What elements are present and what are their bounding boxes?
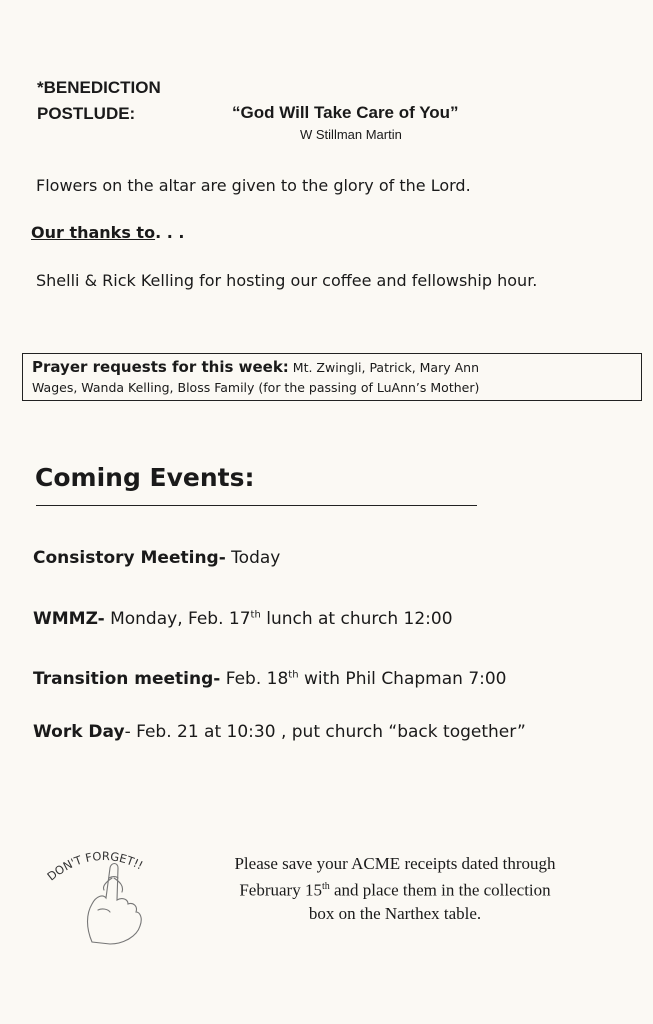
event-ordinal: th	[288, 669, 299, 681]
prayer-text-line2: Wages, Wanda Kelling, Bloss Family (for the passing of LuAnn’s Mother)	[32, 380, 480, 395]
event-ordinal: th	[250, 609, 261, 621]
tied-string-finger-icon	[88, 864, 142, 945]
event-text: Feb. 18	[220, 669, 289, 689]
events-heading: Coming Events:	[35, 463, 255, 492]
event-text-rest: with Phil Chapman 7:00	[298, 669, 507, 689]
dont-forget-sticker	[40, 838, 165, 948]
sticker-text: DON'T FORGET!!	[44, 848, 146, 884]
flowers-note: Flowers on the altar are given to the glory of the Lord.	[36, 176, 471, 195]
benediction-label: *BENEDICTION	[37, 78, 161, 97]
event-text: Today	[225, 548, 281, 568]
postlude-label: POSTLUDE:	[37, 104, 136, 123]
acme-note-line2b: and place them in the collection	[329, 880, 551, 900]
prayer-heading: Prayer requests for this week:	[32, 358, 289, 376]
event-label: Work Day	[33, 722, 125, 742]
event-item	[33, 609, 453, 629]
event-item	[33, 722, 526, 742]
event-label: WMMZ-	[33, 609, 105, 629]
postlude-title: “God Will Take Care of You”	[232, 103, 459, 122]
event-item	[33, 669, 507, 689]
event-text: Monday, Feb. 17	[104, 609, 251, 629]
event-item	[33, 548, 280, 568]
acme-note-line1: Please save your ACME receipts dated through	[234, 854, 556, 873]
prayer-text-line1: Mt. Zwingli, Patrick, Mary Ann	[292, 360, 479, 375]
thanks-heading-ellipsis: . . .	[155, 223, 185, 242]
events-divider	[36, 505, 477, 506]
event-text: - Feb. 21 at 10:30 , put church “back together”	[124, 722, 526, 742]
thanks-body: Shelli & Rick Kelling for hosting our coffee and fellowship hour.	[36, 271, 538, 290]
event-label: Transition meeting-	[33, 669, 221, 689]
acme-receipts-note	[190, 852, 600, 925]
acme-note-line2a: February 15	[239, 880, 322, 900]
thanks-heading	[31, 223, 184, 242]
acme-note-ordinal: th	[321, 881, 330, 892]
postlude-composer: W Stillman Martin	[300, 127, 402, 142]
event-label: Consistory Meeting-	[33, 548, 226, 568]
acme-note-line3: box on the Narthex table.	[308, 903, 482, 923]
event-text-rest: lunch at church 12:00	[260, 609, 453, 629]
prayer-request-box	[22, 353, 642, 401]
thanks-heading-text: Our thanks to	[31, 223, 156, 242]
